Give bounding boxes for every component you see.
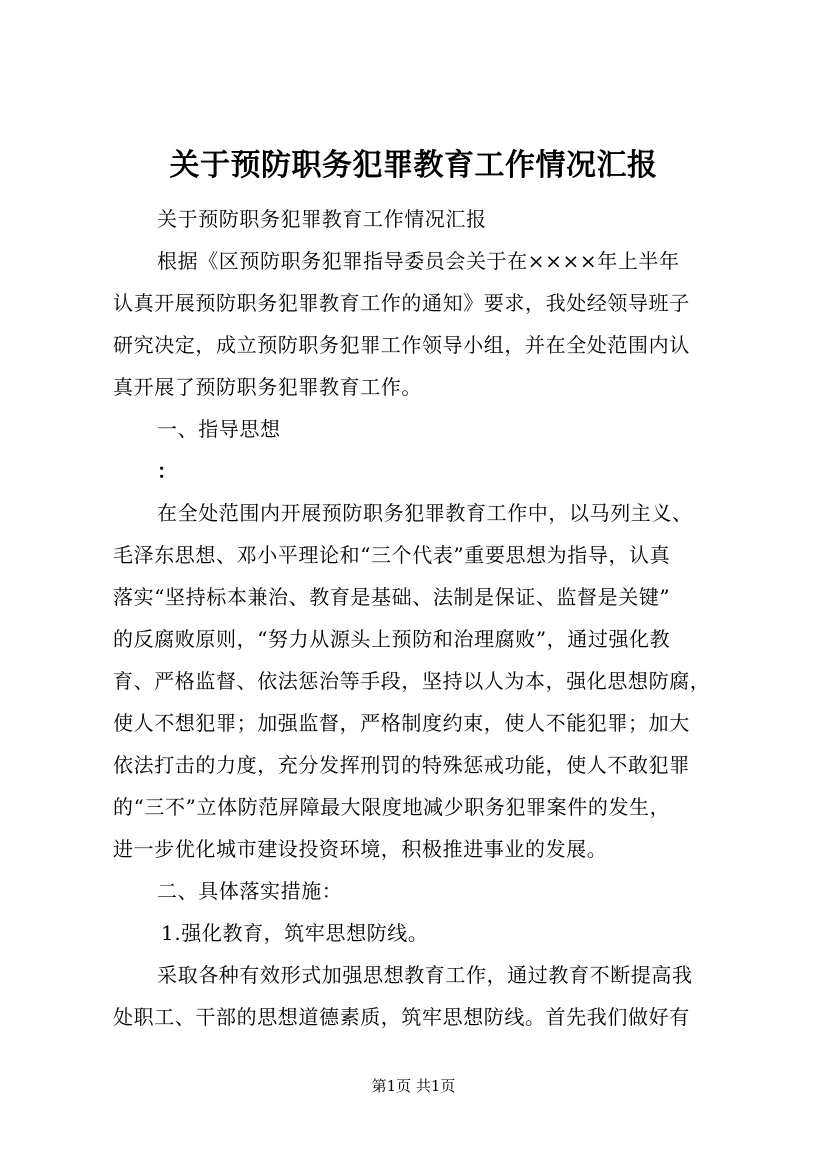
paragraph-line: 研究决定，成立预防职务犯罪工作领导小组，并在全处范围内认 (113, 333, 690, 357)
paragraph-line: 的反腐败原则，“努力从源头上预防和治理腐败”，通过强化教 (113, 627, 671, 651)
paragraph-line: 真开展了预防职务犯罪教育工作。 (113, 375, 422, 399)
paragraph-line: 的“三不”立体防范屏障最大限度地减少职务犯罪案件的发生， (113, 795, 671, 819)
document-title: 关于预防职务犯罪教育工作情况汇报 (169, 148, 658, 183)
paragraph-line: 根据《区预防职务犯罪指导委员会关于在××××年上半年 (157, 249, 680, 273)
paragraph-line: 采取各种有效形式加强思想教育工作，通过教育不断提高我 (157, 963, 693, 987)
paragraph-line: 在全处范围内开展预防职务犯罪教育工作中，以马列主义、 (157, 501, 693, 525)
paragraph-line: 处职工、干部的思想道德素质，筑牢思想防线。首先我们做好有 (113, 1005, 690, 1029)
paragraph-line: 认真开展预防职务犯罪教育工作的通知》要求，我处经领导班子 (113, 291, 690, 315)
subtitle-line: 关于预防职务犯罪教育工作情况汇报 (157, 207, 487, 231)
paragraph-line: 依法打击的力度，充分发挥刑罚的特殊惩戒功能，使人不敢犯罪 (113, 753, 690, 777)
paragraph-line: 进一步优化城市建设投资环境，积极推进事业的发展。 (113, 837, 608, 861)
paragraph-line: 落实“坚持标本兼治、教育是基础、法制是保证、监督是关键” (113, 585, 671, 609)
paragraph-line: ： (157, 459, 178, 483)
paragraph-line: 毛泽东思想、邓小平理论和“三个代表”重要思想为指导，认真 (113, 543, 671, 567)
paragraph-line: 使人不想犯罪；加强监督，严格制度约束，使人不能犯罪；加大 (113, 711, 690, 735)
document-body (113, 198, 735, 1038)
paragraph-line: 育、严格监督、依法惩治等手段，坚持以人为本，强化思想防腐， (113, 669, 711, 693)
section-heading: 一、指导思想 (157, 417, 281, 441)
section-heading: 二、具体落实措施： (157, 879, 343, 903)
subsection-heading: 1.强化教育，筑牢思想防线。 (161, 921, 429, 945)
page-number-footer: 第1页 共1页 (371, 1077, 456, 1095)
